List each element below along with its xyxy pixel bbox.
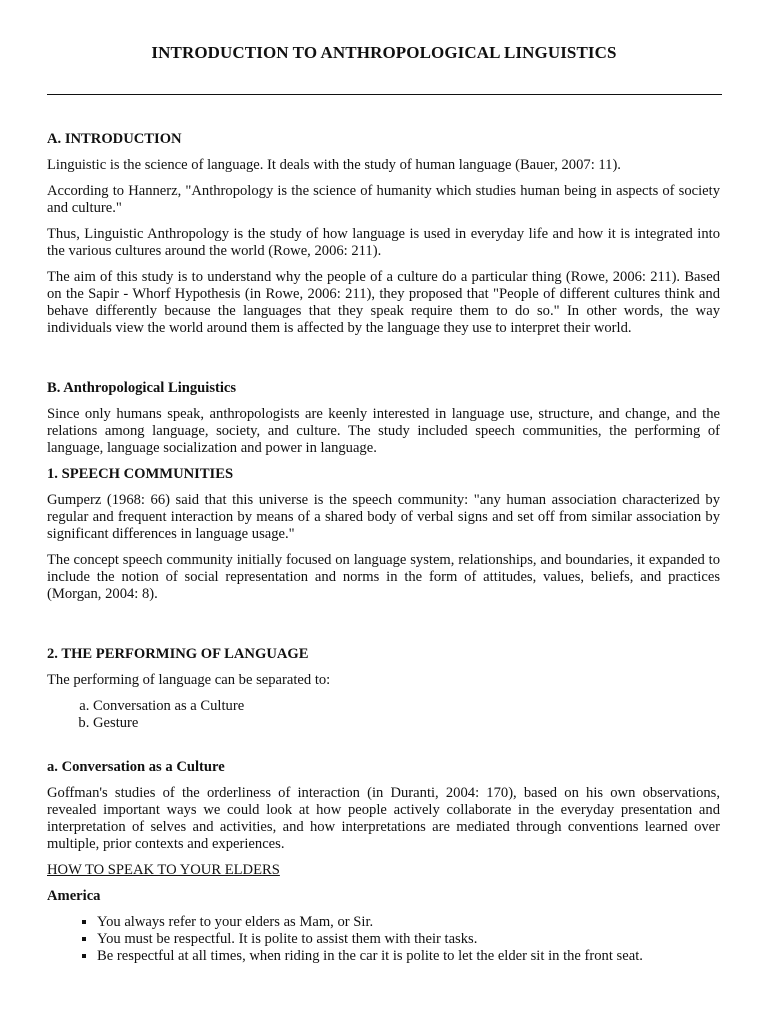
howto-heading: HOW TO SPEAK TO YOUR ELDERS <box>47 862 280 878</box>
list-item: ▪ You always refer to your elders as Mam, or Sir. <box>97 914 720 931</box>
paragraph: Goffman's studies of the orderliness of interaction (in Duranti, 2004: 170), based on his own observations, revealed important ways we could look at how people actively collaborate in the everyday presentation and interpretation of selves and activities, and how interpretations are mediated through conventions learned over multiple, prior contexts and experiences. <box>47 785 720 852</box>
performing-list <box>47 698 720 732</box>
list-item: ▪ Be respectful at all times, when riding in the car it is polite to let the elder sit in the front seat. <box>97 948 720 965</box>
paragraph: Since only humans speak, anthropologists are keenly interested in language use, structure, and change, and the relations among language, society, and culture. The study included speech communities, the performing of language, language socialization and power in language. <box>47 406 720 456</box>
performing-heading: 2. THE PERFORMING OF LANGUAGE <box>47 646 309 662</box>
paragraph: According to Hannerz, "Anthropology is the science of humanity which studies human being in aspects of society and culture." <box>47 183 720 216</box>
list-item: ▪ You must be respectful. It is polite to assist them with their tasks. <box>97 931 720 948</box>
paragraph: Gumperz (1968: 66) said that this universe is the speech community: "any human association characterized by regular and frequent interaction by means of a shared body of verbal signs and set off from similar association by significant differences in language usage." <box>47 492 720 542</box>
spacer <box>47 346 720 380</box>
list-item: a. Conversation as a Culture <box>93 698 720 715</box>
paragraph: The concept speech community initially focused on language system, relationships, and boundaries, it expanded to include the notion of social representation and norms in the form of attitudes, values, beliefs, and practices (Morgan, 2004: 8). <box>47 552 720 602</box>
document-title: INTRODUCTION TO ANTHROPOLOGICAL LINGUISTICS <box>151 43 617 62</box>
spacer <box>47 612 720 646</box>
elders-bullet-list <box>47 914 720 965</box>
spacer <box>47 741 720 759</box>
section-b-heading: B. Anthropological Linguistics <box>47 380 237 396</box>
paragraph: Thus, Linguistic Anthropology is the study of how language is used in everyday life and how it is integrated into the various cultures around the world (Rowe, 2006: 211). <box>47 226 720 259</box>
paragraph: The aim of this study is to understand why the people of a culture do a particular thing (Rowe, 2006: 211). Based on the Sapir - Whorf Hypothesis (in Rowe, 2006: 211), they proposed that "People of different cultures think and behave differently because the languages that they speak require them to do so." In other words, the way individuals view the world around them is affected by the language they use to interpret their world. <box>47 269 720 336</box>
document-body <box>47 131 720 965</box>
paragraph: Linguistic is the science of language. It deals with the study of human language (Bauer, 2007: 11). <box>47 157 621 173</box>
paragraph: The performing of language can be separated to: <box>47 672 331 688</box>
conversation-heading: a. Conversation as a Culture <box>47 759 225 775</box>
section-a-heading: A. INTRODUCTION <box>47 131 182 147</box>
list-item: b. Gesture <box>93 715 720 732</box>
title-divider <box>47 94 722 95</box>
region-heading: America <box>47 888 101 904</box>
speech-communities-heading: 1. SPEECH COMMUNITIES <box>47 466 234 482</box>
